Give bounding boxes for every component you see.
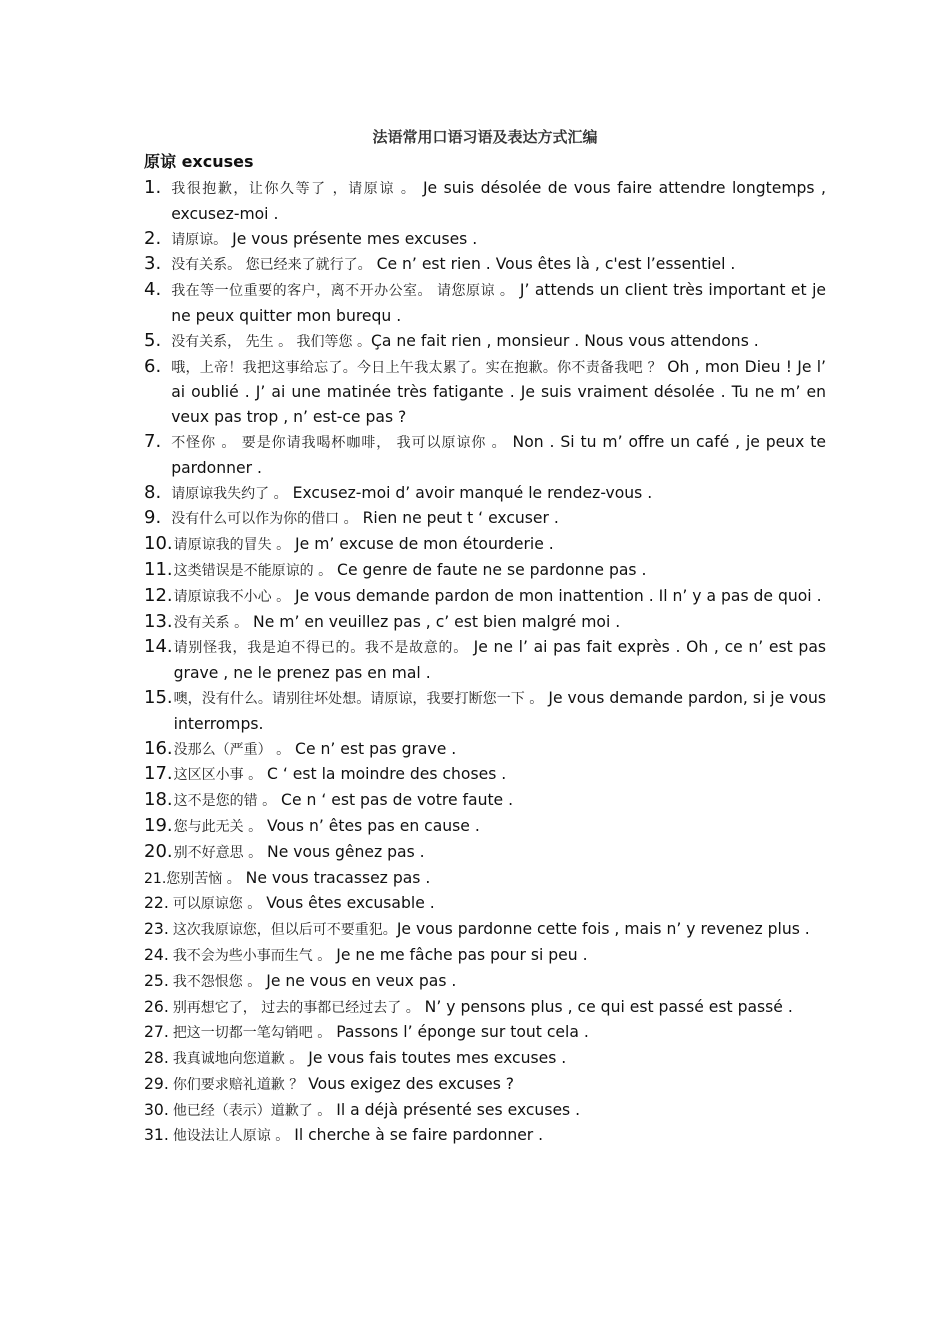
- chinese-phrase: 噢，没有什么。请别往坏处想。请原谅，我要打断您一下 。: [173, 690, 544, 707]
- french-phrase: Je vous demande pardon, si je vous interromps.: [173, 688, 826, 733]
- french-phrase: Je suis désolée de vous faire attendre longtemps , excusez-moi .: [171, 179, 826, 223]
- list-item: [144, 329, 826, 355]
- item-text: [171, 252, 826, 278]
- list-item: [144, 762, 826, 788]
- chinese-phrase: 别不好意思 。: [173, 844, 263, 861]
- item-number: 26.: [144, 997, 169, 1016]
- chinese-phrase: 可以原谅您 。: [172, 896, 262, 913]
- list-item: [144, 917, 826, 943]
- item-number: 24.: [144, 945, 169, 964]
- french-phrase: Vous n’ êtes pas en cause .: [262, 816, 480, 835]
- document-title: 法语常用口语习语及表达方式汇编: [372, 128, 598, 146]
- item-text: [174, 814, 826, 840]
- item-number: 10.: [144, 533, 173, 555]
- chinese-phrase: 这区区小事 。: [173, 767, 263, 784]
- item-number: 17.: [144, 763, 173, 785]
- french-phrase: Je vous présente mes excuses .: [227, 229, 478, 248]
- chinese-phrase: 请别怪我，我是迫不得已的。我不是故意的。: [173, 640, 468, 657]
- chinese-phrase: 我在等一位重要的客户，离不开办公室。 请您原谅 。: [171, 283, 515, 300]
- french-phrase: Ne vous gênez pas .: [262, 842, 425, 861]
- french-phrase: Vous êtes excusable .: [261, 894, 435, 913]
- chinese-phrase: 他已经（表示）道歉了 。: [172, 1102, 332, 1119]
- chinese-phrase: 我很抱歉，让你久等了 ，请原谅 。: [171, 181, 417, 197]
- chinese-phrase: 这次我原谅您，但以后可不要重犯。: [172, 922, 397, 939]
- item-number: 8.: [144, 481, 162, 503]
- item-number: 23.: [144, 920, 169, 939]
- section-heading: 原谅 excuses: [144, 152, 254, 171]
- item-text: [174, 532, 826, 558]
- french-phrase: Je ne me fâche pas pour si peu .: [331, 945, 588, 964]
- item-text: [171, 481, 826, 507]
- item-number: 30.: [144, 1100, 169, 1119]
- phrase-list: [144, 176, 826, 1149]
- french-phrase: Il a déjà présenté ses excuses .: [331, 1100, 581, 1119]
- chinese-phrase: 这不是您的错 。: [173, 793, 277, 810]
- french-phrase: Excusez-moi d’ avoir manqué le rendez-vous .: [287, 483, 653, 502]
- french-phrase: Ce n’ est rien . Vous êtes là , c'est l’essentiel .: [371, 255, 736, 274]
- item-text: [171, 329, 826, 355]
- item-text: [174, 840, 826, 866]
- list-item: [144, 814, 826, 840]
- list-item: [144, 481, 826, 507]
- french-phrase: Je vous demande pardon de mon inattention . Il n’ y a pas de quoi .: [290, 586, 822, 605]
- list-item: [144, 176, 826, 227]
- item-number: 29.: [144, 1074, 169, 1093]
- list-item: [144, 558, 826, 584]
- item-number: 22.: [144, 894, 169, 913]
- item-number: 3.: [144, 253, 162, 275]
- list-item: [144, 1098, 826, 1124]
- list-item: [144, 995, 826, 1021]
- list-item: [144, 506, 826, 532]
- chinese-phrase: 请原谅。: [171, 231, 228, 248]
- chinese-phrase: 哦，上帝！我把这事给忘了。今日上午我太累了。实在抱歉。你不责备我吧 ？: [171, 359, 662, 376]
- french-phrase: Je ne vous en veux pas .: [261, 971, 457, 990]
- item-number: 11.: [144, 558, 173, 580]
- list-item: [144, 1046, 826, 1072]
- chinese-phrase: 没有什么可以作为你的借口 。: [171, 511, 358, 528]
- list-item: [144, 532, 826, 558]
- item-number: 9.: [144, 507, 162, 529]
- item-number: 14.: [144, 636, 173, 658]
- item-number: 15.: [144, 686, 173, 708]
- item-text: [171, 355, 826, 430]
- french-phrase: Il cherche à se faire pardonner .: [289, 1126, 544, 1145]
- french-phrase: Non . Si tu m’ offre un café , je peux te pardonner .: [171, 432, 826, 477]
- list-item: [144, 969, 826, 995]
- list-item: [144, 840, 826, 866]
- list-item: [144, 227, 826, 253]
- list-item: [144, 584, 826, 610]
- item-text: [174, 610, 826, 636]
- list-item: [144, 635, 826, 686]
- item-number: 28.: [144, 1049, 169, 1068]
- item-text: [174, 686, 826, 737]
- french-phrase: Ce genre de faute ne se pardonne pas .: [332, 560, 647, 579]
- chinese-phrase: 他设法让人原谅 。: [172, 1128, 290, 1145]
- french-phrase: Passons l’ éponge sur tout cela .: [331, 1023, 589, 1042]
- list-item: [144, 252, 826, 278]
- chinese-phrase: 请原谅我失约了 。: [171, 485, 288, 502]
- item-number: 6.: [144, 355, 162, 377]
- french-phrase: C ‘ est la moindre des choses .: [262, 765, 507, 784]
- french-phrase: Ça ne fait rien , monsieur . Nous vous attendons .: [371, 331, 759, 350]
- list-item: [144, 943, 826, 969]
- french-phrase: Vous exigez des excuses ?: [303, 1074, 515, 1093]
- list-item: [144, 1020, 826, 1046]
- item-number: 7.: [144, 430, 162, 452]
- french-phrase: Ne m’ en veuillez pas , c’ est bien malgré moi .: [248, 612, 621, 631]
- french-phrase: Je m’ excuse de mon étourderie .: [290, 535, 554, 554]
- chinese-phrase: 别再想它了， 过去的事都已经过去了 。: [172, 999, 420, 1016]
- list-item: [144, 891, 826, 917]
- french-phrase: Ce n ‘ est pas de votre faute .: [276, 791, 514, 810]
- item-number: 2.: [144, 227, 162, 249]
- chinese-phrase: 没那么（严重） 。: [173, 741, 291, 758]
- chinese-phrase: 您别苦恼 。: [166, 870, 241, 887]
- chinese-phrase: 请原谅我不小心 。: [173, 588, 291, 605]
- item-number: 5.: [144, 329, 162, 351]
- item-text: [171, 176, 826, 227]
- item-text: [174, 762, 826, 788]
- item-number: 20.: [144, 840, 173, 862]
- item-text: [174, 788, 826, 814]
- chinese-phrase: 这类错误是不能原谅的 。: [173, 562, 333, 579]
- french-phrase: Rien ne peut t ‘ excuser .: [357, 509, 559, 528]
- french-phrase: Ce n’ est pas grave .: [290, 739, 457, 758]
- item-text: [171, 278, 826, 329]
- chinese-phrase: 没有关系 。: [173, 614, 249, 631]
- list-item: [144, 430, 826, 481]
- item-number: 27.: [144, 1023, 169, 1042]
- list-item: [144, 1072, 826, 1098]
- item-text: [174, 635, 826, 686]
- chinese-phrase: 把这一切都一笔勾销吧 。: [172, 1025, 332, 1042]
- item-number: 13.: [144, 610, 173, 632]
- chinese-phrase: 没有关系。 您已经来了就行了。: [171, 257, 372, 274]
- item-number: 21.: [144, 870, 167, 887]
- list-item: [144, 737, 826, 763]
- chinese-phrase: 我不怨恨您 。: [172, 973, 262, 990]
- chinese-phrase: 您与此无关 。: [173, 818, 263, 835]
- french-phrase: Oh , mon Dieu ! Je l’ ai oublié . J’ ai une matinée très fatigante . Je suis vraiment désolée . Tu ne m’ en veux pas trop , n’ est-ce pas ?: [171, 357, 826, 427]
- item-text: [171, 506, 826, 532]
- chinese-phrase: 你们要求赔礼道歉 ？: [172, 1076, 304, 1093]
- list-item: [144, 610, 826, 636]
- item-number: 25.: [144, 971, 169, 990]
- item-number: 4.: [144, 279, 162, 301]
- list-item: [144, 788, 826, 814]
- item-text: [171, 430, 826, 481]
- chinese-phrase: 没有关系， 先生 。 我们等您 。: [171, 333, 371, 350]
- item-text: [174, 584, 826, 610]
- item-number: 12.: [144, 584, 173, 606]
- french-phrase: J’ attends un client très important et je ne peux quitter mon burequ .: [171, 281, 826, 325]
- chinese-phrase: 请原谅我的冒失 。: [173, 537, 291, 554]
- chinese-phrase: 不怪你 。 要是你请我喝杯咖啡， 我可以原谅你 。: [171, 434, 507, 451]
- french-phrase: Je ne l’ ai pas fait exprès . Oh , ce n’ est pas grave , ne le prenez pas en mal .: [173, 638, 826, 683]
- list-item: [144, 866, 826, 892]
- item-number: 19.: [144, 814, 173, 836]
- list-item: [144, 355, 826, 430]
- french-phrase: Je vous fais toutes mes excuses .: [303, 1049, 567, 1068]
- item-text: [174, 558, 826, 584]
- french-phrase: Ne vous tracassez pas .: [240, 868, 431, 887]
- item-number: 1.: [144, 177, 162, 198]
- french-phrase: N’ y pensons plus , ce qui est passé est passé .: [419, 997, 793, 1016]
- item-text: [174, 737, 826, 763]
- item-text: [171, 227, 826, 253]
- item-number: 18.: [144, 789, 173, 811]
- item-number: 16.: [144, 737, 173, 759]
- list-item: [144, 1123, 826, 1149]
- list-item: [144, 686, 826, 737]
- chinese-phrase: 我真诚地向您道歉 。: [172, 1051, 304, 1068]
- item-number: 31.: [144, 1126, 169, 1145]
- document-page: [144, 125, 826, 1149]
- chinese-phrase: 我不会为些小事而生气 。: [172, 947, 332, 964]
- french-phrase: Je vous pardonne cette fois , mais n’ y revenez plus .: [396, 920, 810, 939]
- list-item: [144, 278, 826, 329]
